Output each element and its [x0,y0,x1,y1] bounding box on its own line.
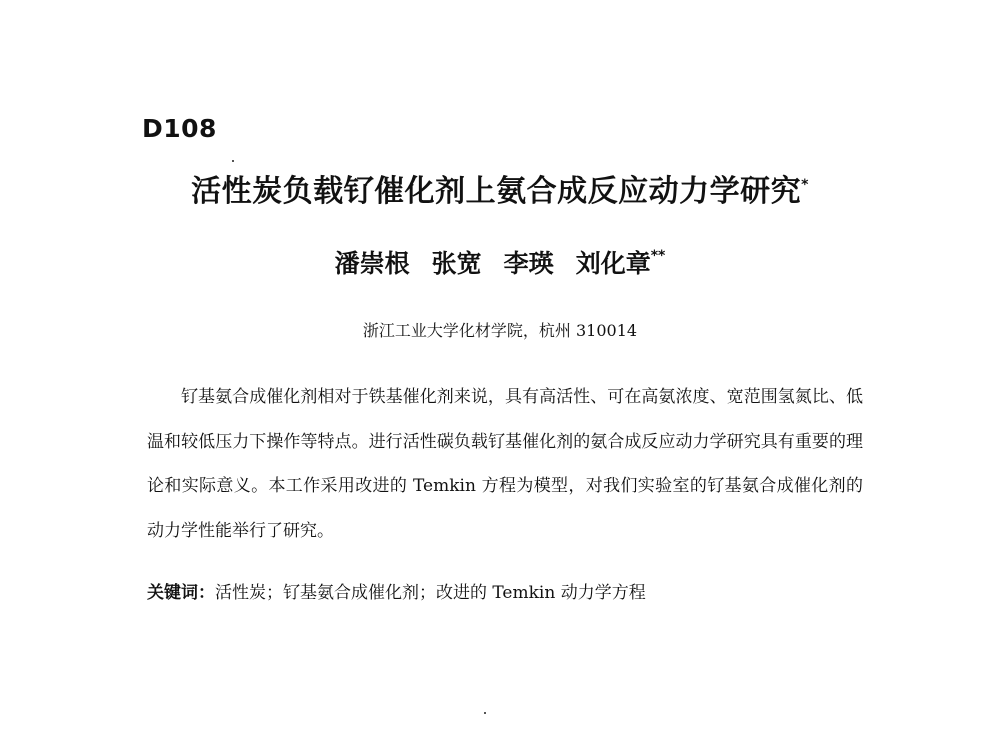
author-name-text: 刘化章 [575,249,651,278]
author-name: 李瑛 [503,249,554,278]
title-footnote-mark: * [801,177,809,193]
author-name: 潘崇根 [334,249,410,278]
author-list [0,244,1000,280]
document-code: D108 [142,114,217,143]
keywords-label: 关键词： [147,583,215,603]
corresponding-author-mark: ** [650,248,666,264]
keywords-line [147,578,646,603]
affiliation: 浙江工业大学化材学院，杭州 310014 [362,321,638,340]
keywords-text: 活性炭；钌基氨合成催化剂；改进的 Temkin 动力学方程 [215,583,646,603]
author-name [576,249,666,278]
paper-title [0,166,1000,210]
author-name: 张宽 [431,249,482,278]
abstract-text: 钌基氨合成催化剂相对于铁基催化剂来说，具有高活性、可在高氨浓度、宽范围氢氮比、低温和较低压力下操作等特点。进行活性碳负载钌基催化剂的氨合成反应动力学研究具有重要的理论和实际意义。本工作采用改进的 Temkin 方程为模型，对我们实验室的钌基氨合成催化剂的动力学性能举行了研究。 [147,387,863,541]
scan-speck [232,160,234,162]
paper-title-text: 活性炭负载钌催化剂上氨合成反应动力学研究 [191,174,802,209]
scan-speck [484,712,486,714]
